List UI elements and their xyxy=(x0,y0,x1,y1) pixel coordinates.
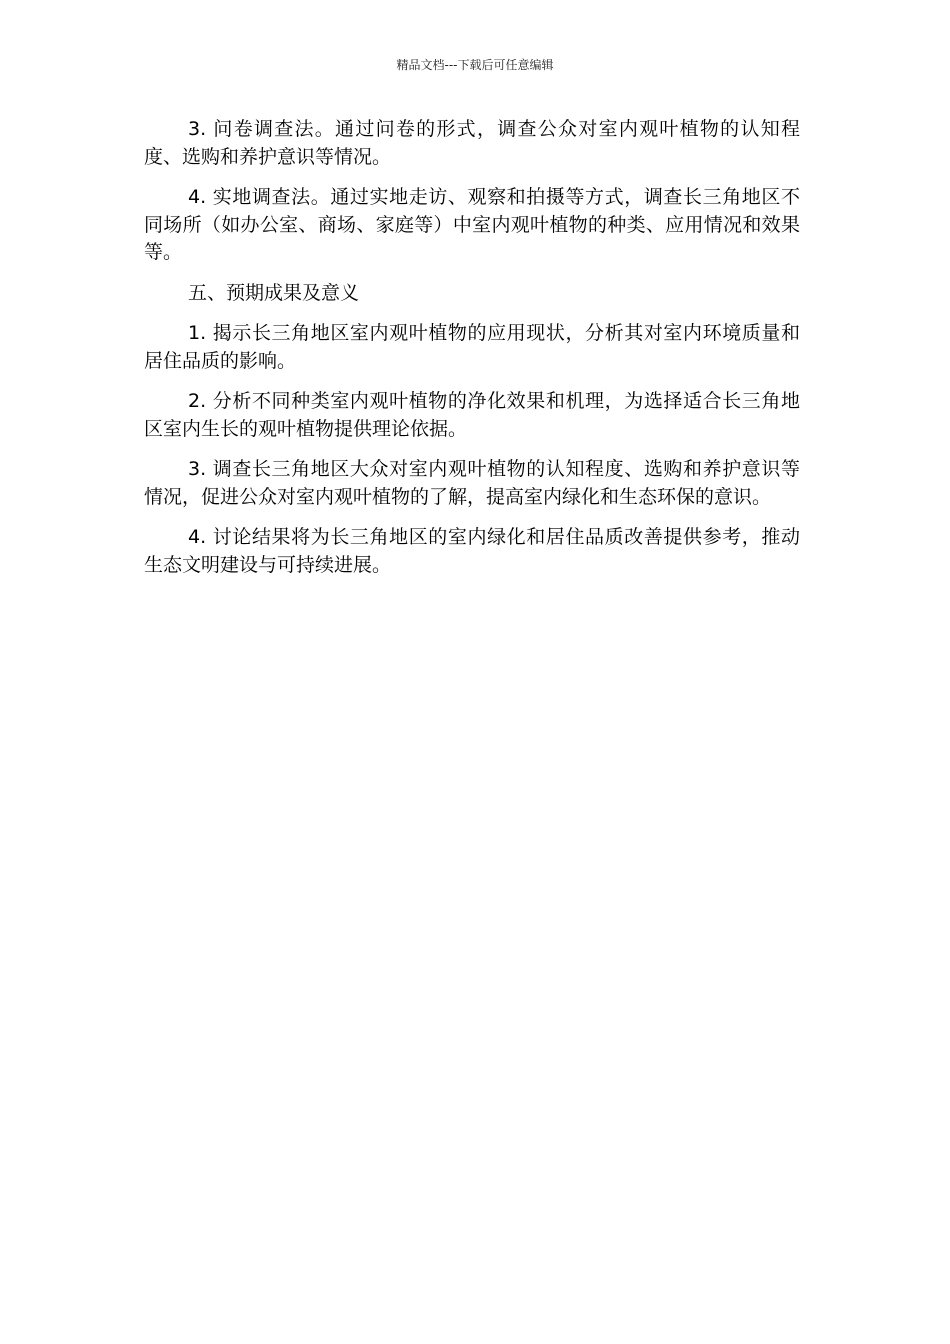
page-header: 精品文档---下载后可任意编辑 xyxy=(396,58,554,72)
paragraph-result-2: 2. 分析不同种类室内观叶植物的净化效果和机理，为选择适合长三角地区室内生长的观叶植物提供理论依据。 xyxy=(144,390,800,440)
paragraph-result-4: 4. 讨论结果将为长三角地区的室内绿化和居住品质改善提供参考，推动生态文明建设与可持续进展。 xyxy=(144,526,800,576)
document-body xyxy=(144,116,800,592)
section-heading-expected-results: 五、预期成果及意义 xyxy=(188,281,360,304)
paragraph-result-3: 3. 调查长三角地区大众对室内观叶植物的认知程度、选购和养护意识等情况，促进公众对室内观叶植物的了解，提高室内绿化和生态环保的意识。 xyxy=(144,458,800,508)
paragraph-method-questionnaire: 3. 问卷调查法。通过问卷的形式，调查公众对室内观叶植物的认知程度、选购和养护意识等情况。 xyxy=(144,118,800,168)
paragraph-method-field-survey: 4. 实地调查法。通过实地走访、观察和拍摄等方式，调查长三角地区不同场所（如办公室、商场、家庭等）中室内观叶植物的种类、应用情况和效果等。 xyxy=(144,186,800,263)
paragraph-result-1: 1. 揭示长三角地区室内观叶植物的应用现状，分析其对室内环境质量和居住品质的影响。 xyxy=(144,322,800,372)
